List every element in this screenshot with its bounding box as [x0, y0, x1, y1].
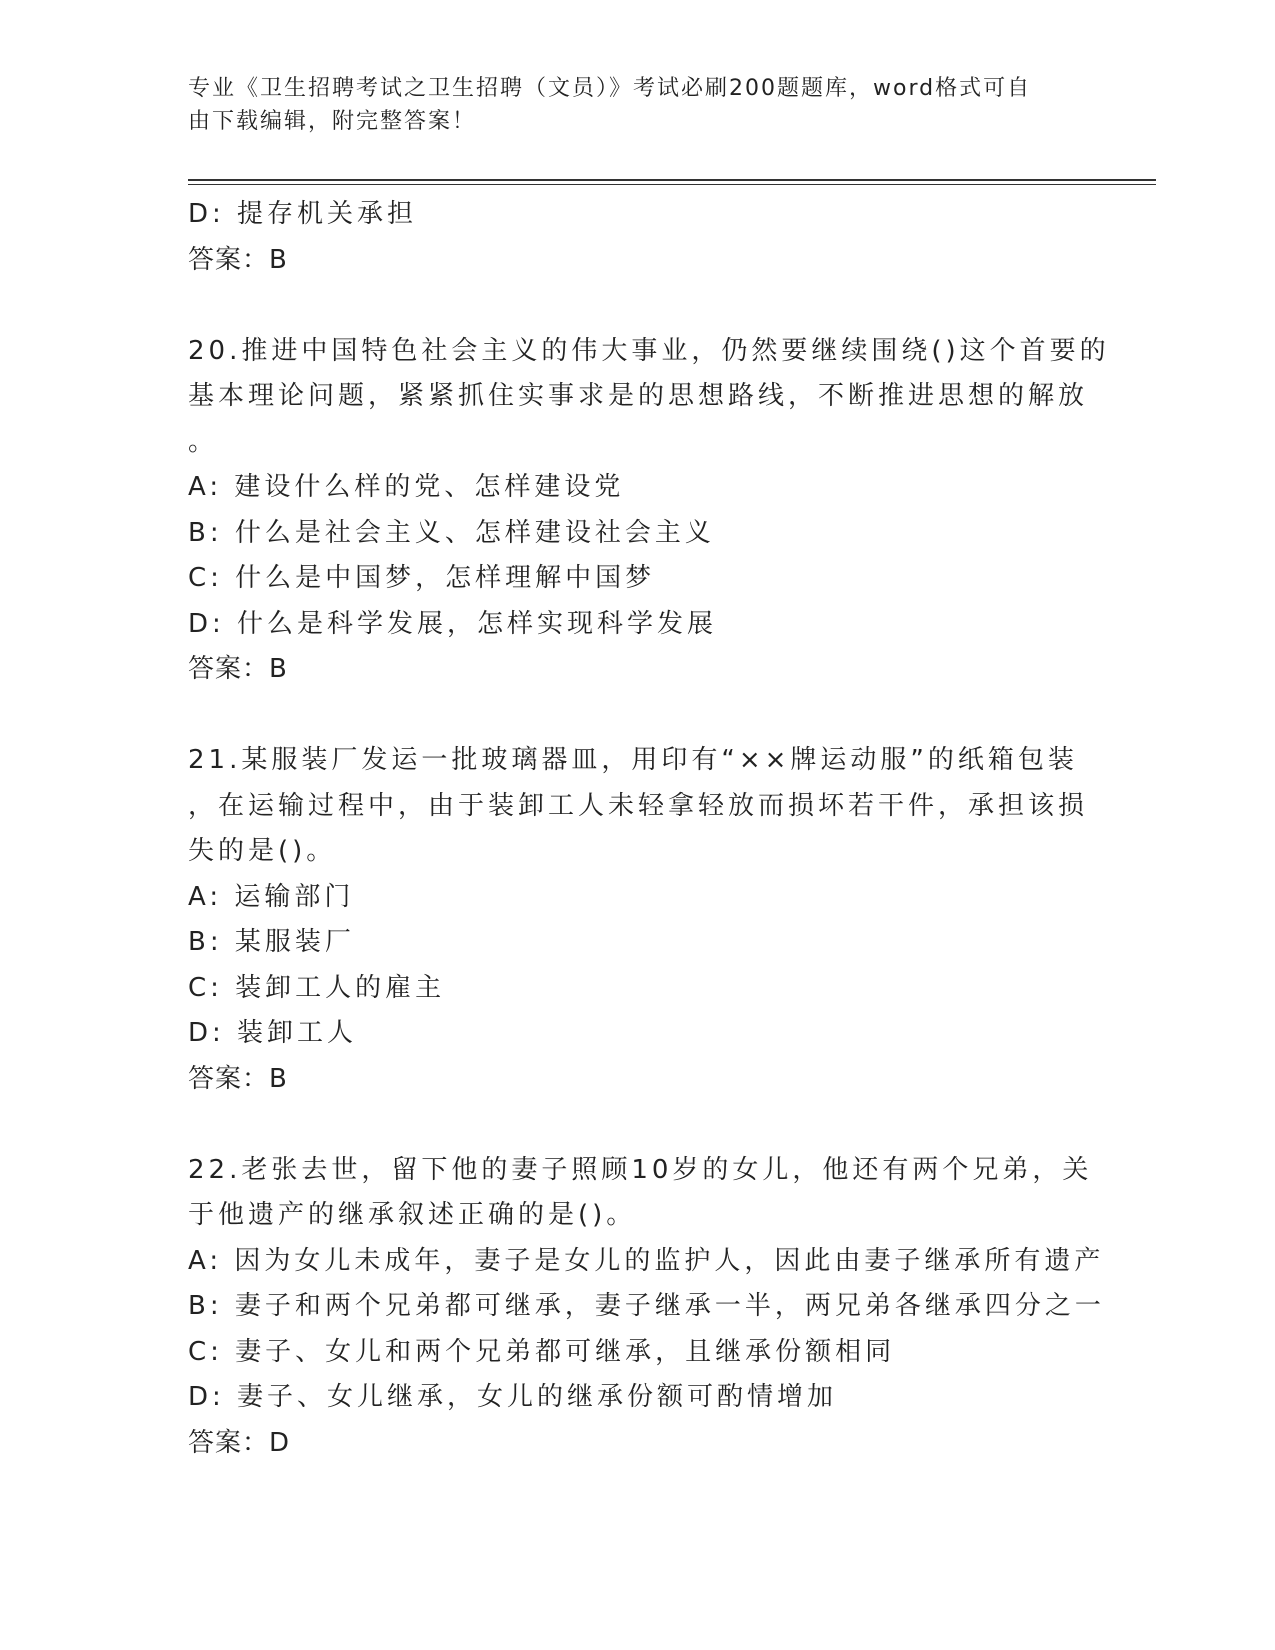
option-a: A: 建设什么样的党、怎样建设党	[188, 472, 625, 502]
option-b: B: 某服装厂	[188, 927, 355, 957]
question-stem-line: 20.推进中国特色社会主义的伟大事业，仍然要继续围绕()这个首要的	[188, 335, 1110, 366]
answer-line: 答案：B	[188, 244, 288, 275]
spacer	[188, 283, 1088, 329]
header-divider-thick	[188, 179, 1156, 181]
spacer	[188, 1102, 1088, 1148]
question-22	[188, 1148, 1105, 1467]
option-c: C: 妻子、女儿和两个兄弟都可继承，且继承份额相同	[188, 1336, 896, 1367]
option-b: B: 什么是社会主义、怎样建设社会主义	[188, 517, 715, 548]
header-line-1: 专业《卫生招聘考试之卫生招聘（文员）》考试必刷200题题库，word格式可自	[188, 76, 1032, 101]
option-d: D: 提存机关承担	[188, 199, 418, 229]
answer-line: 答案：B	[188, 1063, 288, 1094]
document-header	[188, 72, 1068, 138]
header-divider-thin	[188, 184, 1156, 185]
header-line-2: 由下载编辑，附完整答案！	[188, 109, 477, 134]
option-d: D: 装卸工人	[188, 1018, 358, 1048]
question-stem-line: 失的是()。	[188, 836, 337, 866]
option-a: A: 因为女儿未成年，妻子是女儿的监护人，因此由妻子继承所有遗产	[188, 1245, 1105, 1276]
option-a: A: 运输部门	[188, 881, 355, 912]
answer-line: 答案：B	[188, 654, 288, 684]
question-stem-line: 。	[188, 426, 219, 457]
option-d: D: 什么是科学发展，怎样实现科学发展	[188, 608, 718, 639]
question-stem-line: ，在运输过程中，由于装卸工人未轻拿轻放而损坏若干件，承担该损	[188, 790, 1089, 821]
question-stem-line: 基本理论问题，紧紧抓住实事求是的思想路线，不断推进思想的解放	[188, 381, 1089, 411]
question-20	[188, 329, 1110, 693]
spacer	[188, 693, 1088, 739]
option-c: C: 什么是中国梦，怎样理解中国梦	[188, 563, 656, 593]
question-stem-line: 21.某服装厂发运一批玻璃器皿，用印有“××牌运动服”的纸箱包装	[188, 745, 1078, 775]
option-c: C: 装卸工人的雇主	[188, 972, 446, 1003]
question-stem-line: 22.老张去世，留下他的妻子照顾10岁的女儿，他还有两个兄弟，关	[188, 1154, 1093, 1185]
question-21	[188, 738, 1088, 1102]
question-list	[188, 192, 1110, 1466]
answer-line: 答案：D	[188, 1427, 291, 1458]
question-stem-line: 于他遗产的继承叙述正确的是()。	[188, 1200, 637, 1230]
option-b: B: 妻子和两个兄弟都可继承，妻子继承一半，两兄弟各继承四分之一	[188, 1291, 1105, 1321]
option-d: D: 妻子、女儿继承，女儿的继承份额可酌情增加	[188, 1382, 838, 1412]
